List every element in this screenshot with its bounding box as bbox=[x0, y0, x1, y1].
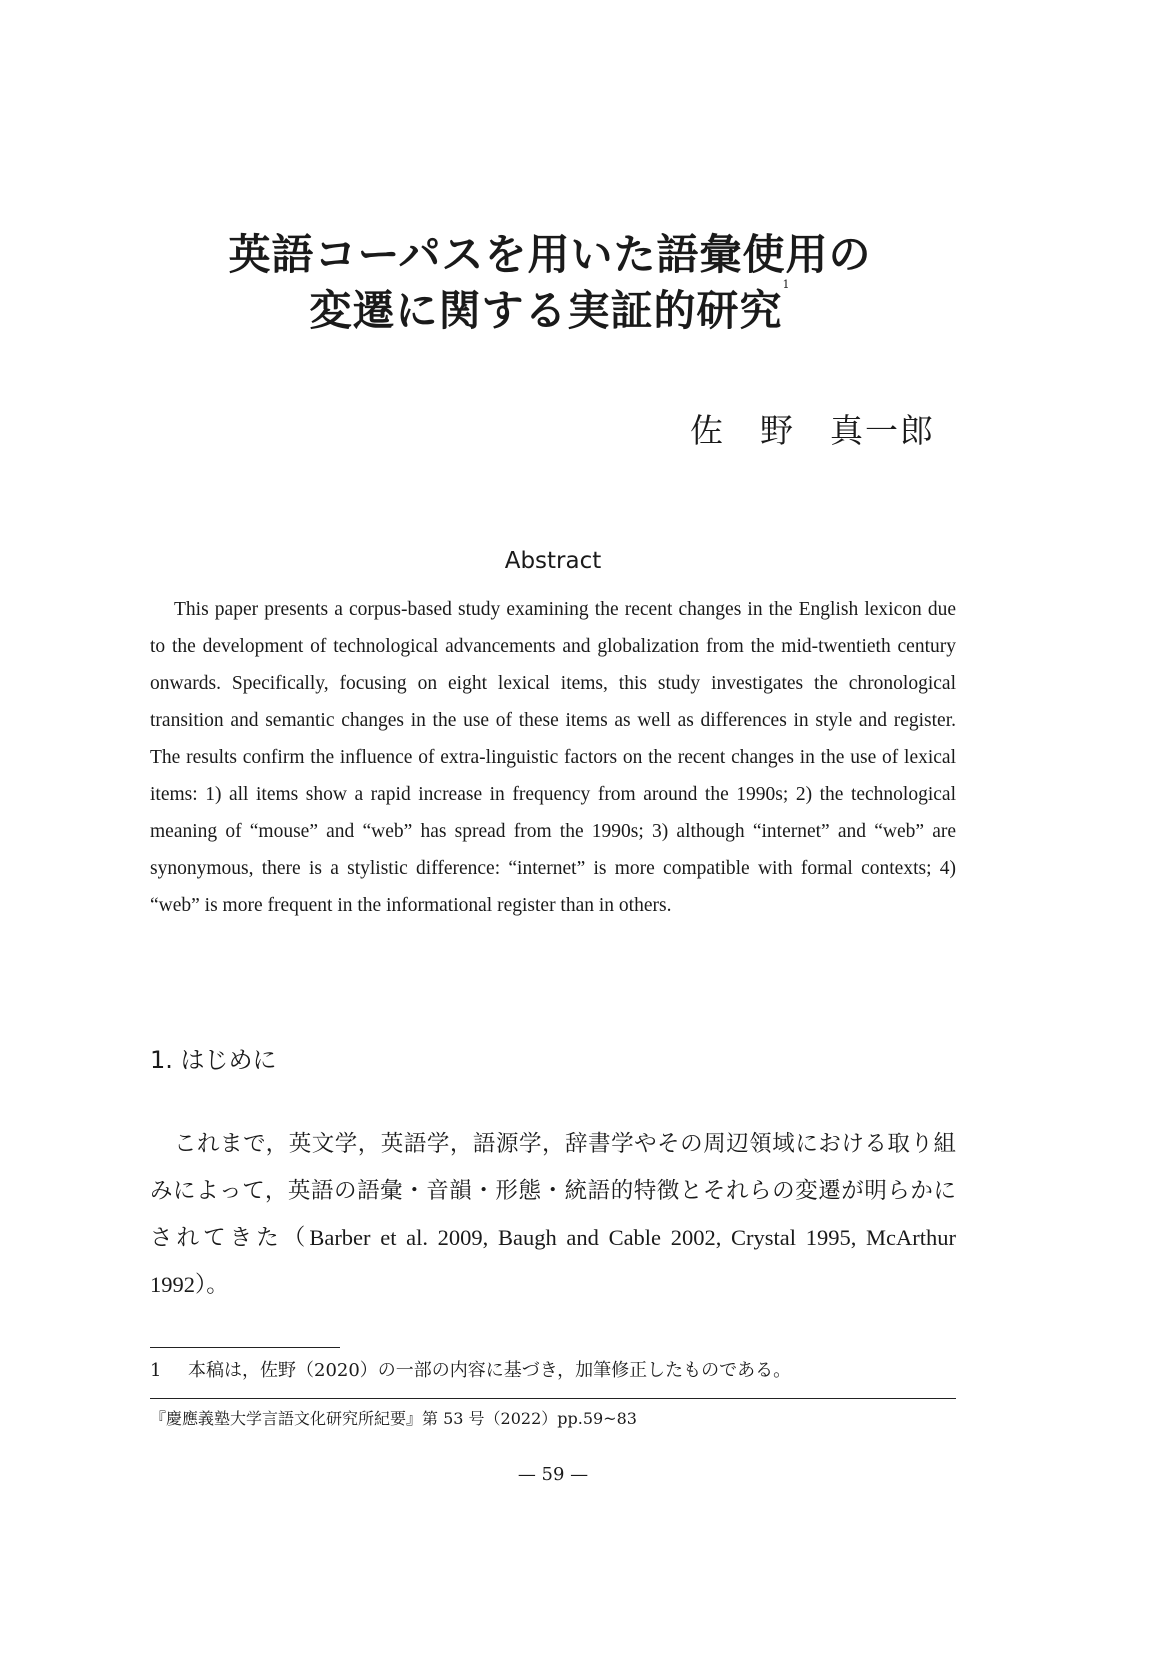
journal-citation: 『慶應義塾大学言語文化研究所紀要』第 53 号（2022）pp.59~83 bbox=[150, 1409, 637, 1428]
section-body bbox=[150, 1120, 956, 1308]
footnote-divider bbox=[150, 1347, 340, 1348]
author-name: 佐 野 真一郎 bbox=[690, 411, 935, 450]
section-heading: 1. はじめに bbox=[150, 1046, 277, 1074]
abstract-body bbox=[150, 591, 956, 924]
footnote-number: 1 bbox=[150, 1360, 162, 1381]
paper-title-line-1: 英語コーパスを用いた語彙使用の bbox=[228, 230, 872, 279]
section-paragraph: これまで，英文学，英語学，語源学，辞書学やその周辺領域における取り組みによって，英語の語彙・音韻・形態・統語的特徴とそれらの変遷が明らかにされてきた（Barber et al. 2009, Baugh and Cable 2002, Crystal 1995, McArthur 1992）。 bbox=[150, 1131, 956, 1297]
footnote bbox=[150, 1356, 791, 1382]
paper-title-line-2 bbox=[0, 278, 1100, 338]
paper-title-text: 変遷に関する実証的研究 bbox=[309, 286, 783, 335]
footnote-text: 本稿は，佐野（2020）の一部の内容に基づき，加筆修正したものである。 bbox=[188, 1360, 792, 1381]
page-number: — 59 — bbox=[517, 1464, 589, 1485]
title-footnote-mark: 1 bbox=[782, 278, 791, 291]
abstract-text: This paper presents a corpus-based study examining the recent changes in the English lexicon due to the development of technological advancements and globalization from the mid-twentieth century onwards. Specifically, focusing on eight lexical items, this study investigates the chronological transition and semantic changes in the use of these items as well as differences in style and register. The results confirm the influence of extra-linguistic factors on the recent changes in the use of lexical items: 1) all items show a rapid increase in frequency from around the 1990s; 2) the technological meaning of “mouse” and “web” has spread from the 1990s; 3) although “internet” and “web” are synonymous, there is a stylistic difference: “internet” is more compatible with formal contexts; 4) “web” is more frequent in the informational register than in others. bbox=[150, 599, 956, 916]
journal-divider bbox=[150, 1398, 956, 1399]
abstract-heading: Abstract bbox=[504, 548, 602, 574]
